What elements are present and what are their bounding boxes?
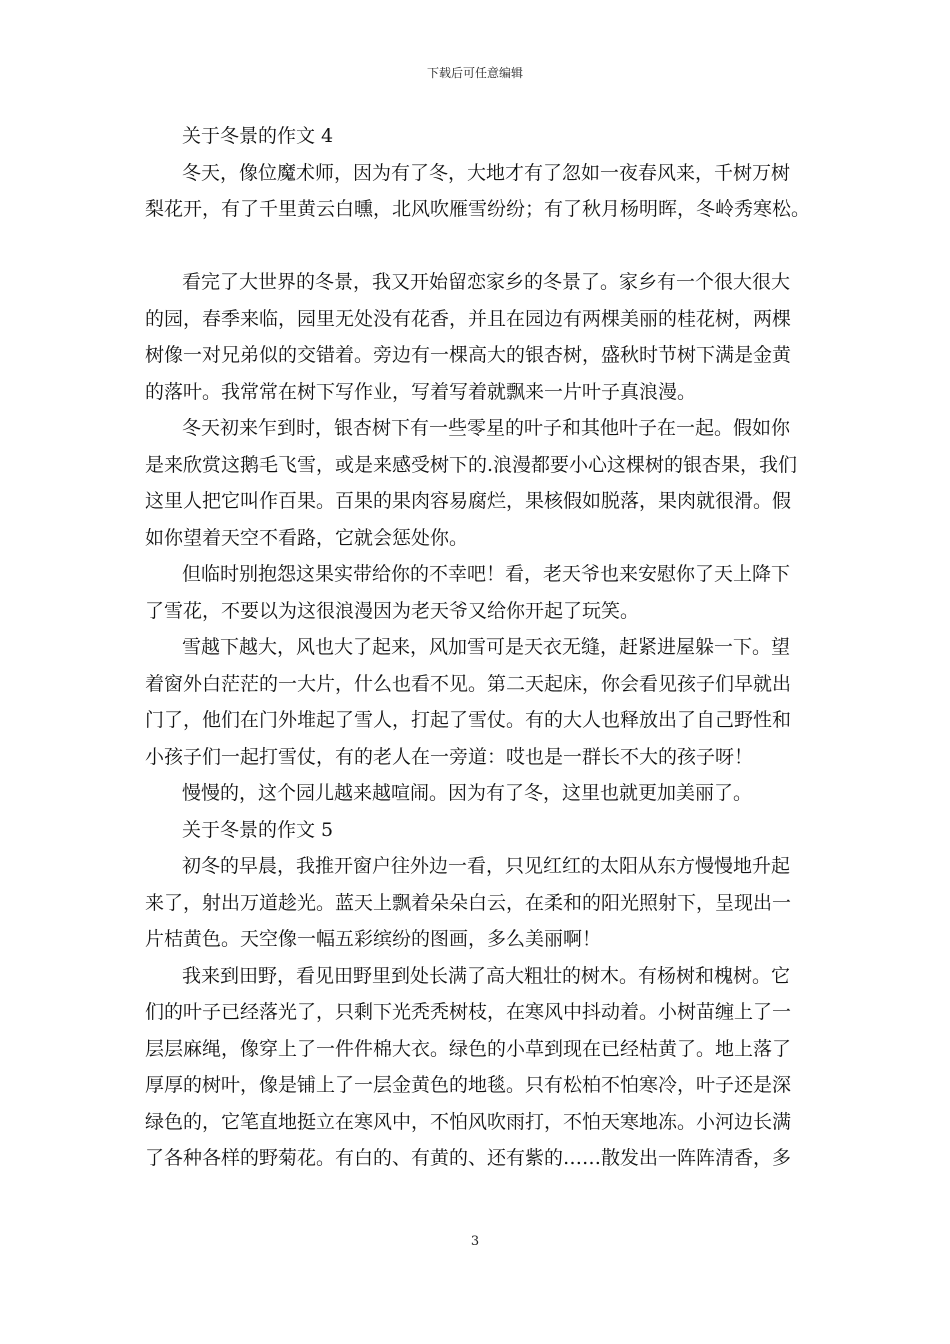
paragraph-line: 慢慢的，这个园儿越来越喧闹。因为有了冬，这里也就更加美丽了。 bbox=[182, 782, 753, 804]
paragraph-line: 门了，他们在门外堆起了雪人，打起了雪仗。有的大人也释放出了自己野性和 bbox=[145, 709, 792, 731]
paragraph-line: 初冬的早晨，我推开窗户往外边一看，只见红红的太阳从东方慢慢地升起 bbox=[182, 855, 791, 877]
paragraph-line: 看完了大世界的冬景，我又开始留恋家乡的冬景了。家乡有一个很大很大 bbox=[182, 271, 791, 293]
paragraph-line: 片桔黄色。天空像一幅五彩缤纷的图画，多么美丽啊！ bbox=[145, 928, 602, 950]
paragraph-line: 绿色的，它笔直地挺立在寒风中，不怕风吹雨打，不怕天寒地冻。小河边长满 bbox=[145, 1110, 792, 1133]
paragraph-line: 雪越下越大，风也大了起来，风加雪可是天衣无缝，赶紧进屋躲一下。望 bbox=[182, 636, 791, 658]
paragraph-line: 的园，春季来临，园里无处没有花香，并且在园边有两棵美丽的桂花树，两棵 bbox=[145, 307, 792, 330]
paragraph-line: 厚厚的树叶，像是铺上了一层金黄色的地毯。只有松柏不怕寒冷，叶子还是深 bbox=[145, 1074, 792, 1096]
paragraph-line: 来了，射出万道趁光。蓝天上飘着朵朵白云，在柔和的阳光照射下，呈现出一 bbox=[145, 891, 792, 914]
paragraph-line: 了各种各样的野菊花。有白的、有黄的、还有紫的……散发出一阵阵清香，多 bbox=[145, 1147, 792, 1169]
paragraph-line: 如你望着天空不看路，它就会惩处你。 bbox=[145, 526, 469, 549]
paragraph-line: 小孩子们一起打雪仗，有的老人在一旁道：哎也是一群长不大的孩子呀！ bbox=[145, 745, 754, 768]
document-body bbox=[145, 118, 815, 1177]
paragraph-line: 但临时别抱怨这果实带给你的不幸吧！看，老天爷也来安慰你了天上降下 bbox=[182, 563, 791, 585]
blank-line bbox=[145, 228, 815, 265]
paragraph-line: 了雪花，不要以为这很浪漫因为老天爷又给你开起了玩笑。 bbox=[145, 599, 640, 622]
essay-title-5: 关于冬景的作文 5 bbox=[182, 818, 334, 841]
paragraph-line: 冬天初来乍到时，银杏树下有一些零星的叶子和其他叶子在一起。假如你 bbox=[182, 417, 791, 439]
paragraph-line: 树像一对兄弟似的交错着。旁边有一棵高大的银杏树，盛秋时节树下满是金黄 bbox=[145, 344, 792, 366]
paragraph-line: 是来欣赏这鹅毛飞雪，或是来感受树下的.浪漫都要小心这棵树的银杏果，我们 bbox=[145, 453, 798, 476]
paragraph-line: 的落叶。我常常在树下写作业，写着写着就飘来一片叶子真浪漫。 bbox=[145, 380, 697, 403]
paragraph-line: 着窗外白茫茫的一大片，什么也看不见。第二天起床，你会看见孩子们早就出 bbox=[145, 672, 792, 695]
page-header: 下载后可任意编辑 bbox=[426, 66, 523, 80]
page-number: 3 bbox=[470, 1234, 480, 1249]
paragraph-line: 这里人把它叫作百果。百果的果肉容易腐烂，果核假如脱落，果肉就很滑。假 bbox=[145, 490, 792, 512]
paragraph-line: 冬天，像位魔术师，因为有了冬，大地才有了忽如一夜春风来，千树万树 bbox=[182, 161, 791, 184]
paragraph-line: 我来到田野，看见田野里到处长满了高大粗壮的树木。有杨树和槐树。它 bbox=[182, 964, 791, 987]
paragraph-line: 们的叶子已经落光了，只剩下光秃秃树枝，在寒风中抖动着。小树苗缠上了一 bbox=[145, 1001, 792, 1023]
essay-title-4: 关于冬景的作文 4 bbox=[182, 125, 334, 147]
paragraph-line: 梨花开，有了千里黄云白曛，北风吹雁雪纷纷；有了秋月杨明晖，冬岭秀寒松。 bbox=[145, 198, 811, 220]
paragraph-line: 层层麻绳，像穿上了一件件棉大衣。绿色的小草到现在已经枯黄了。地上落了 bbox=[145, 1037, 792, 1060]
